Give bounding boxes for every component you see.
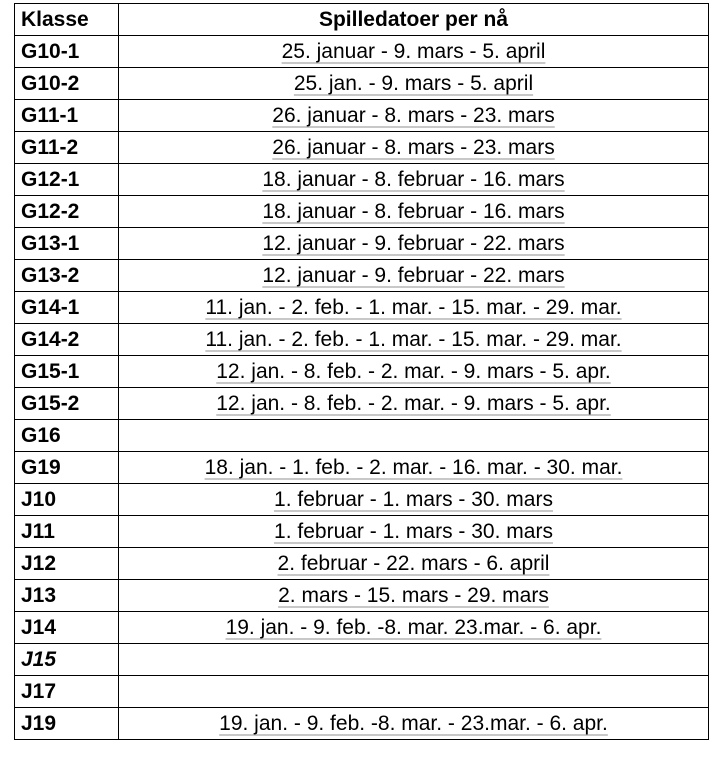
row-dates-text: 11. jan. - 2. feb. - 1. mar. - 15. mar. - 29. mar. bbox=[205, 296, 622, 319]
row-dates-text: 12. januar - 9. februar - 22. mars bbox=[262, 232, 565, 255]
row-dates-cell bbox=[119, 164, 709, 196]
row-klasse-cell: G10-2 bbox=[15, 68, 119, 100]
table-row bbox=[15, 260, 709, 292]
header-row bbox=[15, 4, 709, 36]
table-row bbox=[15, 292, 709, 324]
row-klasse-cell: J19 bbox=[15, 708, 119, 740]
row-dates-text: 11. jan. - 2. feb. - 1. mar. - 15. mar. - 29. mar. bbox=[205, 328, 622, 351]
column-header-klasse: Klasse bbox=[15, 4, 119, 36]
table-row bbox=[15, 708, 709, 740]
table-row bbox=[15, 612, 709, 644]
row-dates-text: 19. jan. - 9. feb. -8. mar. - 23.mar. - 6. apr. bbox=[219, 712, 608, 735]
row-dates-text: 19. jan. - 9. feb. -8. mar. 23.mar. - 6. apr. bbox=[225, 616, 602, 639]
table-row bbox=[15, 548, 709, 580]
row-klasse-cell: G14-2 bbox=[15, 324, 119, 356]
row-klasse-cell: J10 bbox=[15, 484, 119, 516]
row-dates-cell bbox=[119, 36, 709, 68]
row-dates-text: 18. januar - 8. februar - 16. mars bbox=[262, 200, 565, 223]
row-dates-cell bbox=[119, 324, 709, 356]
row-klasse-cell: J14 bbox=[15, 612, 119, 644]
row-dates-text: 2. mars - 15. mars - 29. mars bbox=[278, 584, 549, 607]
column-header-dates: Spilledatoer per nå bbox=[119, 4, 709, 36]
row-dates-text: 1. februar - 1. mars - 30. mars bbox=[274, 488, 553, 511]
table-row bbox=[15, 228, 709, 260]
row-dates-cell bbox=[119, 132, 709, 164]
row-klasse-cell: G11-2 bbox=[15, 132, 119, 164]
row-klasse-cell: G10-1 bbox=[15, 36, 119, 68]
row-dates-text: 12. jan. - 8. feb. - 2. mar. - 9. mars - 5. apr. bbox=[216, 392, 611, 415]
table-row bbox=[15, 676, 709, 708]
row-dates-text: 12. januar - 9. februar - 22. mars bbox=[262, 264, 565, 287]
row-dates-cell bbox=[119, 228, 709, 260]
table-row bbox=[15, 132, 709, 164]
row-dates-cell bbox=[119, 612, 709, 644]
row-klasse-cell: G16 bbox=[15, 420, 119, 452]
table-body bbox=[15, 36, 709, 740]
table-row bbox=[15, 580, 709, 612]
row-dates-cell bbox=[119, 260, 709, 292]
row-dates-cell bbox=[119, 708, 709, 740]
row-klasse-cell: J12 bbox=[15, 548, 119, 580]
schedule-table bbox=[14, 3, 709, 740]
table-row bbox=[15, 484, 709, 516]
table-row bbox=[15, 420, 709, 452]
table-row bbox=[15, 164, 709, 196]
row-klasse-cell: J15 bbox=[15, 644, 119, 676]
row-dates-cell bbox=[119, 644, 709, 676]
row-klasse-cell: J11 bbox=[15, 516, 119, 548]
table-row bbox=[15, 388, 709, 420]
row-dates-cell bbox=[119, 100, 709, 132]
row-dates-cell bbox=[119, 420, 709, 452]
row-klasse-cell: G13-1 bbox=[15, 228, 119, 260]
row-dates-cell bbox=[119, 196, 709, 228]
row-dates-cell bbox=[119, 388, 709, 420]
table-row bbox=[15, 68, 709, 100]
table-row bbox=[15, 100, 709, 132]
row-klasse-cell: G12-2 bbox=[15, 196, 119, 228]
row-klasse-cell: G19 bbox=[15, 452, 119, 484]
row-klasse-cell: G13-2 bbox=[15, 260, 119, 292]
row-dates-text: 25. januar - 9. mars - 5. april bbox=[281, 40, 546, 63]
row-dates-cell bbox=[119, 356, 709, 388]
row-dates-cell bbox=[119, 292, 709, 324]
row-dates-cell bbox=[119, 484, 709, 516]
table-row bbox=[15, 644, 709, 676]
row-klasse-cell: J17 bbox=[15, 676, 119, 708]
row-klasse-cell: G14-1 bbox=[15, 292, 119, 324]
row-dates-text: 26. januar - 8. mars - 23. mars bbox=[272, 136, 555, 159]
row-dates-cell bbox=[119, 452, 709, 484]
row-dates-cell bbox=[119, 676, 709, 708]
row-klasse-cell: G15-2 bbox=[15, 388, 119, 420]
row-klasse-cell: G11-1 bbox=[15, 100, 119, 132]
row-klasse-cell: G12-1 bbox=[15, 164, 119, 196]
row-dates-text: 1. februar - 1. mars - 30. mars bbox=[274, 520, 553, 543]
row-dates-cell bbox=[119, 548, 709, 580]
table-header bbox=[15, 4, 709, 36]
table-row bbox=[15, 356, 709, 388]
row-klasse-cell: J13 bbox=[15, 580, 119, 612]
table-row bbox=[15, 516, 709, 548]
table-row bbox=[15, 324, 709, 356]
row-dates-text: 25. jan. - 9. mars - 5. april bbox=[293, 72, 534, 95]
row-klasse-cell: G15-1 bbox=[15, 356, 119, 388]
row-dates-text: 12. jan. - 8. feb. - 2. mar. - 9. mars - 5. apr. bbox=[216, 360, 611, 383]
table-row bbox=[15, 36, 709, 68]
table-row bbox=[15, 196, 709, 228]
row-dates-cell bbox=[119, 516, 709, 548]
row-dates-text: 18. jan. - 1. feb. - 2. mar. - 16. mar. - 30. mar. bbox=[204, 456, 623, 479]
row-dates-text: 2. februar - 22. mars - 6. april bbox=[277, 552, 550, 575]
row-dates-text: 26. januar - 8. mars - 23. mars bbox=[272, 104, 555, 127]
table-row bbox=[15, 452, 709, 484]
row-dates-cell bbox=[119, 68, 709, 100]
row-dates-text: 18. januar - 8. februar - 16. mars bbox=[262, 168, 565, 191]
schedule-container bbox=[14, 3, 708, 740]
row-dates-cell bbox=[119, 580, 709, 612]
